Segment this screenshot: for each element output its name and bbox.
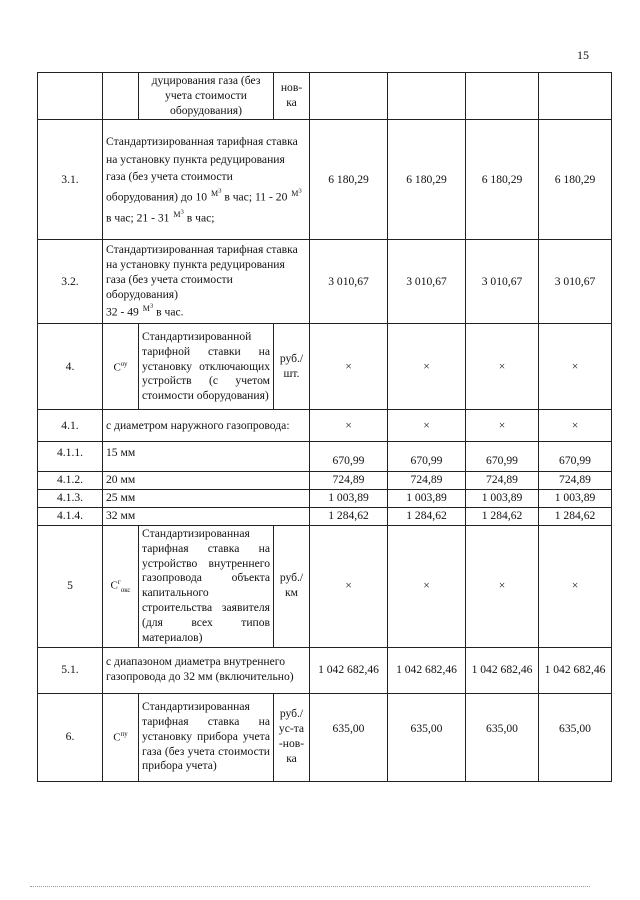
value-cell: 724,89 [539,472,612,490]
value-cell: 3 010,67 [466,240,539,324]
value-cell: 1 284,62 [539,508,612,526]
row-number: 5.1. [38,647,103,693]
row-number: 4. [38,324,103,410]
value-cell: 1 003,89 [539,490,612,508]
tariff-table [37,72,612,782]
value-cell: 635,00 [388,693,466,781]
value-cell: 635,00 [466,693,539,781]
table-row [38,240,612,324]
tariff-symbol: $С^г_{окс}$ [103,525,139,647]
value-cell: 1 284,62 [388,508,466,526]
value-cell: 6 180,29 [539,120,612,240]
page-number: 15 [577,48,589,62]
value-cell: 635,00 [310,693,388,781]
value-cell: × [539,525,612,647]
value-cell: 1 042 682,46 [388,647,466,693]
value-cell: 3 010,67 [310,240,388,324]
value-cell: 1 284,62 [466,508,539,526]
row-number: 4.1.1. [38,442,103,472]
row-number: 4.1.4. [38,508,103,526]
row-description: Стандартизированной тарифной ставки на установку отключающих устройств (с учетом стоимости оборудования) [139,324,274,410]
row-description: Стандартизированная тарифная ставка на установку пункта редуцирования газа (без учета стоимости оборудования) 32 - 49 $^{М^3}$ в час. [103,240,310,324]
value-cell: 1 003,89 [388,490,466,508]
value-cell: 670,99 [466,442,539,472]
value-cell: × [539,410,612,442]
value-cell: × [466,410,539,442]
row-description: Стандартизированная тарифная ставка на установку пункта редуцирования газа (без учета стоимости оборудования) до 10 $^{М^3}$ в час; 11 - 20 $^{М^3}$ в час; 21 - 31 $^{М^3}$ в час; [103,120,310,240]
value-cell: × [539,324,612,410]
row-description: 32 мм [103,508,310,526]
value-cell: × [466,324,539,410]
value-cell: 1 042 682,46 [466,647,539,693]
row-description: 20 мм [103,472,310,490]
row-description: 25 мм [103,490,310,508]
value-cell: 724,89 [466,472,539,490]
value-cell: 6 180,29 [466,120,539,240]
tariff-symbol: $С^{пу}$ [103,693,139,781]
row-description: с диаметром наружного газопровода: [103,410,310,442]
value-cell: × [388,410,466,442]
table-row [38,525,612,647]
row-unit: руб./км [274,525,310,647]
table-row [38,472,612,490]
value-cell: 635,00 [539,693,612,781]
value-cell: × [388,525,466,647]
table-row [38,410,612,442]
table-row [38,508,612,526]
value-cell: 670,99 [539,442,612,472]
table-row [38,693,612,781]
row-number: 4.1. [38,410,103,442]
tariff-symbol: $С^{оу}$ [103,324,139,410]
value-cell: 1 003,89 [466,490,539,508]
value-cell: 724,89 [388,472,466,490]
value-cell: 670,99 [388,442,466,472]
value-cell: × [310,525,388,647]
value-cell: × [466,525,539,647]
value-cell: 1 284,62 [310,508,388,526]
value-cell: 3 010,67 [388,240,466,324]
row-number: 6. [38,693,103,781]
value-cell: 3 010,67 [539,240,612,324]
unit-m3: М3 [173,207,184,219]
row-unit: руб./шт. [274,324,310,410]
row-description: дуцирования газа (без учета стоимости оборудования) [139,73,274,120]
value-cell: 6 180,29 [310,120,388,240]
table-row [38,647,612,693]
row-description: Стандартизированная тарифная ставка на установку прибора учета газа (без учета стоимости прибора учета) [139,693,274,781]
value-cell: × [310,410,388,442]
table-row [38,120,612,240]
table-row [38,442,612,472]
row-description: с диапазоном диаметра внутреннего газопровода до 32 мм (включительно) [103,647,310,693]
value-cell: 724,89 [310,472,388,490]
value-cell: × [388,324,466,410]
row-description: Стандартизированная тарифная ставка на устройство внутреннего газопровода объекта капитального строительства заявителя (для всех типов материалов) [139,525,274,647]
row-unit: руб./ус-та-нов-ка [274,693,310,781]
table-row [38,490,612,508]
unit-m3: М3 [210,187,222,199]
row-number: 4.1.3. [38,490,103,508]
unit-m3: М3 [291,187,302,199]
row-number: 3.1. [38,120,103,240]
page-bottom-divider [30,886,590,887]
row-number: 5 [38,525,103,647]
table-row [38,73,612,120]
value-cell: 670,99 [310,442,388,472]
row-unit: нов-ка [274,73,310,120]
row-description: 15 мм [103,442,310,472]
row-number: 3.2. [38,240,103,324]
row-number: 4.1.2. [38,472,103,490]
value-cell: 1 003,89 [310,490,388,508]
table-row [38,324,612,410]
unit-m3: М3 [142,302,154,314]
value-cell: 1 042 682,46 [539,647,612,693]
value-cell: 6 180,29 [388,120,466,240]
value-cell: 1 042 682,46 [310,647,388,693]
value-cell: × [310,324,388,410]
